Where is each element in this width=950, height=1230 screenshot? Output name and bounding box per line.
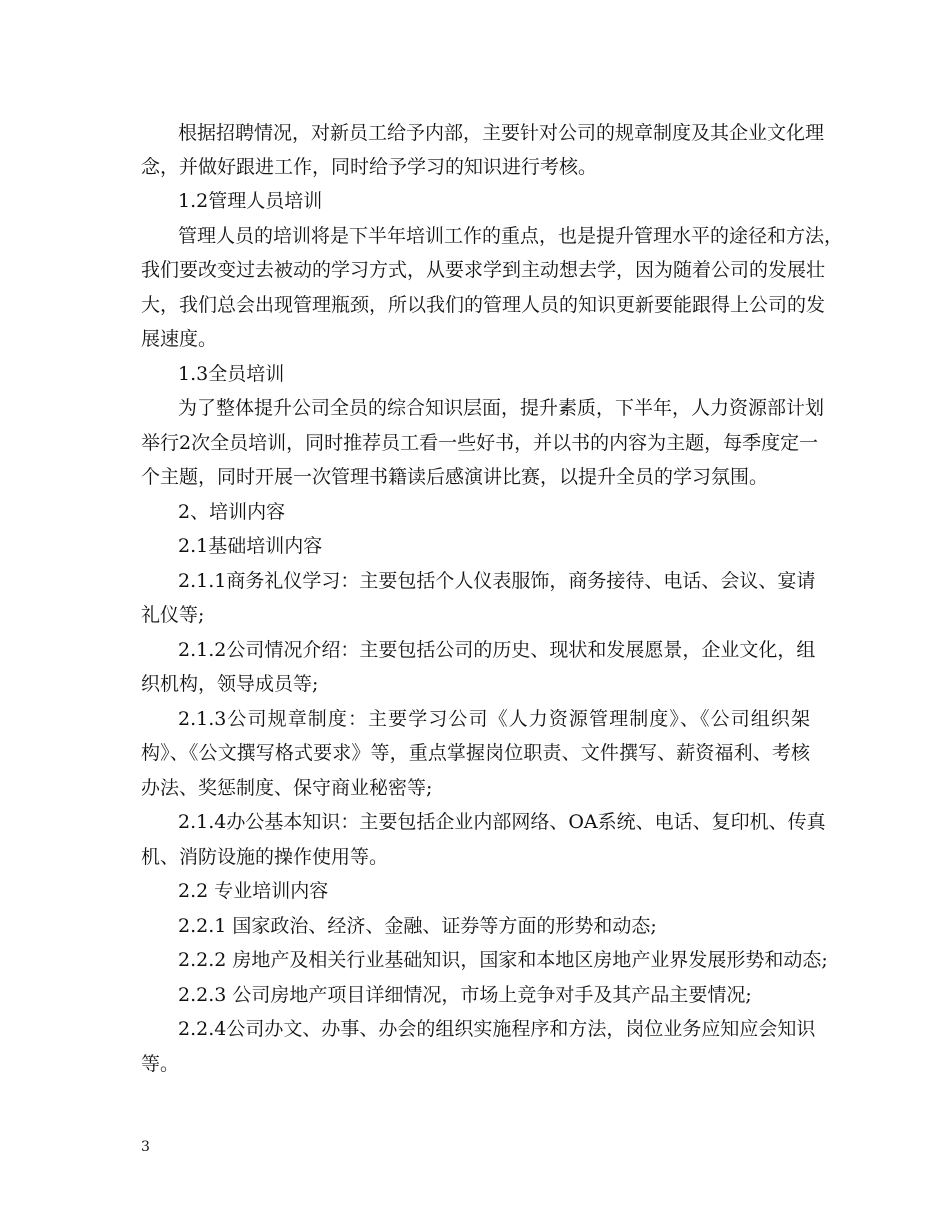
paragraph-line: 礼仪等; xyxy=(141,604,205,626)
section-heading: 2、培训内容 xyxy=(178,501,286,523)
paragraph-line: 2.1.3公司规章制度：主要学习公司《人力资源管理制度》、《公司组织架 xyxy=(178,708,810,730)
section-heading: 1.2管理人员培训 xyxy=(178,190,323,212)
page-number: 3 xyxy=(141,1139,150,1155)
paragraph-line: 织机构，领导成员等; xyxy=(141,673,319,695)
paragraph-line: 2.2.1 国家政治、经济、金融、证券等方面的形势和动态; xyxy=(178,915,657,937)
paragraph-line: 大，我们总会出现管理瓶颈，所以我们的管理人员的知识更新要能跟得上公司的发 xyxy=(141,294,826,316)
section-heading: 1.3全员培训 xyxy=(178,363,285,385)
paragraph-line: 念，并做好跟进工作，同时给予学习的知识进行考核。 xyxy=(141,156,598,178)
paragraph-line: 个主题，同时开展一次管理书籍读后感演讲比赛，以提升全员的学习氛围。 xyxy=(141,466,769,488)
section-heading: 2.1基础培训内容 xyxy=(178,535,323,557)
paragraph-line: 2.1.4办公基本知识：主要包括企业内部网络、OA系统、电话、复印机、传真 xyxy=(178,811,826,833)
paragraph-line: 2.1.1商务礼仪学习：主要包括个人仪表服饰，商务接待、电话、会议、宴请 xyxy=(178,570,816,592)
paragraph-line: 展速度。 xyxy=(141,328,218,350)
paragraph-line: 2.2.2 房地产及相关行业基础知识，国家和本地区房地产业界发展形势和动态; xyxy=(178,949,828,971)
paragraph-line: 我们要改变过去被动的学习方式，从要求学到主动想去学，因为随着公司的发展壮 xyxy=(141,259,826,281)
paragraph-line: 管理人员的培训将是下半年培训工作的重点，也是提升管理水平的途径和方法， xyxy=(178,225,844,247)
paragraph-line: 为了整体提升公司全员的综合知识层面，提升素质，下半年，人力资源部计划 xyxy=(178,397,825,419)
paragraph-line: 构》、《公文撰写格式要求》等，重点掌握岗位职责、文件撰写、薪资福利、考核 xyxy=(141,742,810,764)
paragraph-line: 根据招聘情况，对新员工给予内部，主要针对公司的规章制度及其企业文化理 xyxy=(178,122,825,144)
paragraph-line: 2.2.4公司办文、办事、办会的组织实施程序和方法，岗位业务应知应会知识 xyxy=(178,1018,816,1040)
section-heading: 2.2 专业培训内容 xyxy=(178,880,329,902)
paragraph-line: 举行2次全员培训，同时推荐员工看一些好书，并以书的内容为主题，每季度定一 xyxy=(141,432,819,454)
paragraph-line: 机、消防设施的操作使用等。 xyxy=(141,846,389,868)
paragraph-line: 等。 xyxy=(141,1053,180,1075)
paragraph-line: 办法、奖惩制度、保守商业秘密等; xyxy=(141,777,433,799)
paragraph-line: 2.1.2公司情况介绍：主要包括公司的历史、现状和发展愿景，企业文化，组 xyxy=(178,639,816,661)
paragraph-line: 2.2.3 公司房地产项目详细情况，市场上竞争对手及其产品主要情况; xyxy=(178,984,752,1006)
